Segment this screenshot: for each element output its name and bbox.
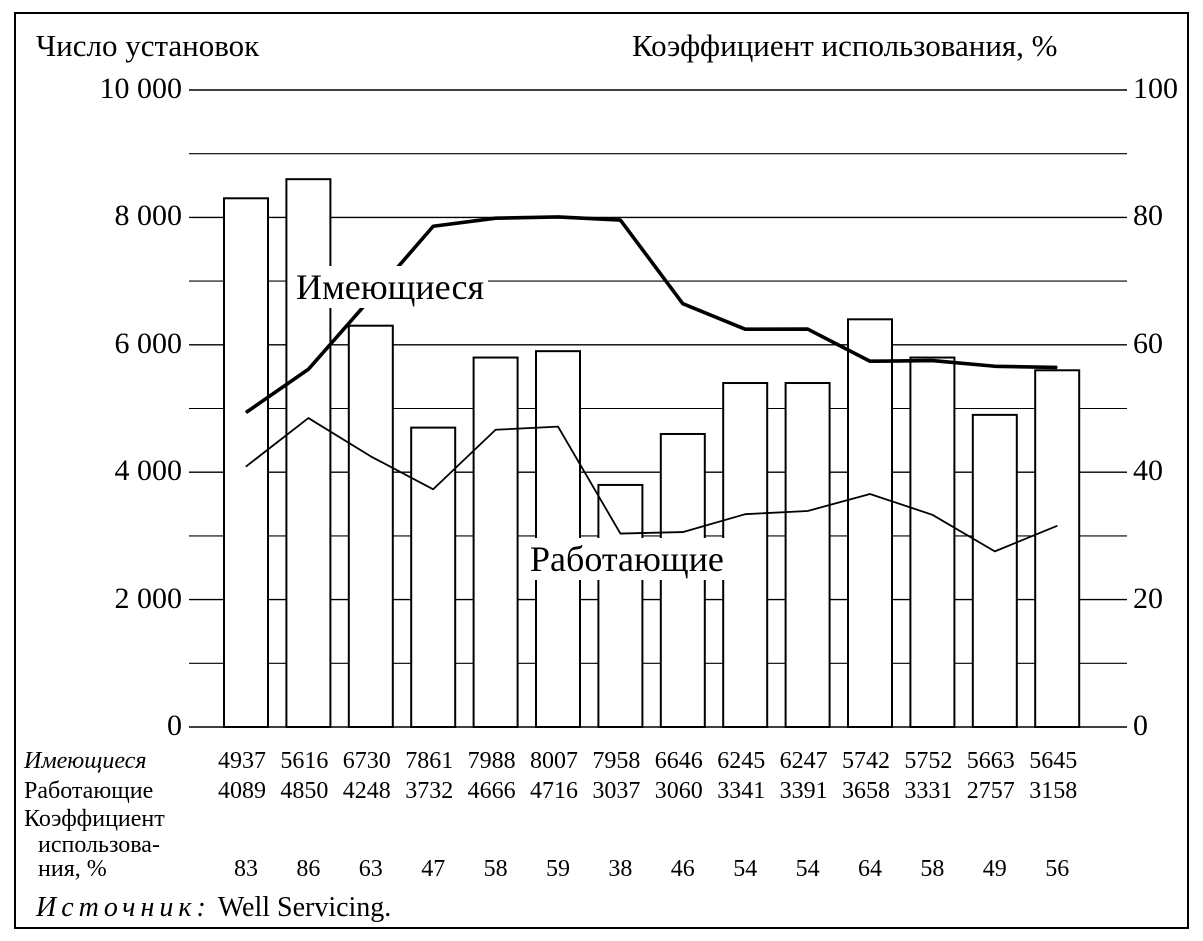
point-available [682, 303, 683, 304]
table-cell-working: 3060 [654, 778, 703, 804]
table-cell-working: 4089 [218, 778, 266, 804]
table-cell-available: 6247 [779, 748, 828, 774]
utilization-bar [786, 383, 830, 727]
point-available [433, 226, 434, 227]
right-tick-label: 40 [1133, 454, 1163, 488]
table-row-label-utilization-1: Коэффициент [24, 806, 165, 832]
table-cell-utilization: 49 [982, 856, 1007, 882]
right-tick-label: 0 [1133, 709, 1148, 742]
table-row-label-available: Имеющиеся [24, 748, 147, 774]
utilization-bar [723, 383, 767, 727]
table-cell-working: 3341 [717, 778, 766, 804]
table-cell-available: 5663 [966, 748, 1015, 774]
utilization-bar [349, 326, 393, 727]
point-working [370, 456, 371, 457]
table-cell-utilization: 54 [733, 856, 758, 882]
table-cell-available: 7988 [467, 748, 516, 774]
table-cell-working: 3732 [405, 778, 454, 804]
utilization-bar [848, 319, 892, 727]
left-axis-title: Число установок [36, 28, 260, 63]
table-cell-working: 3391 [779, 778, 828, 804]
table-cell-working: 4248 [342, 778, 391, 804]
table-cell-available: 7861 [405, 748, 454, 774]
point-available [745, 329, 746, 330]
table-row-label-utilization-2: использова- [38, 832, 160, 858]
utilization-bar [661, 434, 705, 727]
series-label-working: Работающие [526, 538, 728, 580]
left-tick-label: 6 000 [114, 326, 182, 360]
table-cell-working: 3331 [904, 778, 953, 804]
point-working [495, 429, 496, 430]
utilization-bar [411, 428, 455, 727]
table-cell-working: 2757 [966, 778, 1015, 804]
right-tick-label: 80 [1133, 199, 1163, 233]
point-available [870, 361, 871, 362]
right-tick-label: 100 [1133, 72, 1178, 105]
utilization-bar [973, 415, 1017, 727]
table-cell-utilization: 64 [858, 856, 882, 882]
point-available [495, 218, 496, 219]
utilization-bar [286, 179, 330, 727]
right-tick-label: 60 [1133, 326, 1163, 360]
table-cell-available: 6646 [654, 748, 703, 774]
table-cell-utilization: 86 [296, 856, 321, 882]
point-available [308, 369, 309, 370]
table-cell-available: 8007 [530, 748, 578, 774]
point-working [932, 514, 933, 515]
point-available [558, 216, 559, 217]
point-available [807, 329, 808, 330]
point-working [558, 426, 559, 427]
left-tick-label: 4 000 [114, 454, 182, 488]
source-text: Well Servicing. [217, 892, 392, 923]
table-cell-utilization: 38 [608, 856, 633, 882]
table-cell-available: 5752 [904, 748, 953, 774]
table-cell-available: 5616 [280, 748, 329, 774]
table-cell-utilization: 58 [483, 856, 508, 882]
left-tick-label: 2 000 [114, 581, 182, 615]
point-working [308, 418, 309, 419]
left-tick-label: 10 000 [99, 72, 182, 105]
point-available [246, 412, 247, 413]
table-cell-utilization: 46 [670, 856, 695, 882]
table-cell-utilization: 58 [920, 856, 945, 882]
series-label-available: Имеющиеся [292, 266, 488, 308]
table-cell-utilization: 83 [234, 856, 258, 882]
table-cell-utilization: 54 [795, 856, 820, 882]
utilization-bar [598, 485, 642, 727]
table-cell-available: 7958 [592, 748, 641, 774]
point-working [1057, 525, 1058, 526]
table-cell-working: 4666 [467, 778, 516, 804]
table-cell-working: 3037 [592, 778, 641, 804]
table-row-label-utilization-3: ния, % [38, 856, 107, 882]
table-cell-working: 4716 [530, 778, 578, 804]
point-available [932, 360, 933, 361]
table-cell-available: 5742 [842, 748, 890, 774]
table-cell-utilization: 56 [1045, 856, 1070, 882]
utilization-bar [910, 358, 954, 727]
left-tick-label: 0 [167, 709, 182, 742]
point-working [433, 489, 434, 490]
table-cell-available: 6245 [717, 748, 766, 774]
table-cell-available: 5645 [1029, 748, 1078, 774]
point-working [246, 466, 247, 467]
source-note [36, 892, 391, 924]
table-cell-utilization: 63 [358, 856, 383, 882]
table-cell-working: 3158 [1029, 778, 1078, 804]
left-tick-label: 8 000 [114, 199, 182, 233]
table-cell-available: 6730 [342, 748, 391, 774]
table-row-label-working: Работающие [24, 778, 154, 804]
point-working [620, 533, 621, 534]
point-working [807, 510, 808, 511]
utilization-bar [1035, 370, 1079, 727]
point-working [682, 532, 683, 533]
point-working [870, 493, 871, 494]
point-available [620, 220, 621, 221]
utilization-bar [474, 358, 518, 727]
table-cell-utilization: 47 [421, 856, 446, 882]
right-axis-title: Коэффициент использования, % [632, 28, 1058, 63]
point-available [1057, 367, 1058, 368]
source-label: Источник: [36, 892, 211, 923]
point-working [994, 551, 995, 552]
right-tick-label: 20 [1133, 581, 1163, 615]
table-cell-available: 4937 [218, 748, 266, 774]
table-cell-utilization: 59 [546, 856, 570, 882]
point-working [745, 514, 746, 515]
point-available [994, 366, 995, 367]
utilization-bar [224, 198, 268, 727]
table-cell-working: 4850 [280, 778, 329, 804]
table-cell-working: 3658 [842, 778, 890, 804]
